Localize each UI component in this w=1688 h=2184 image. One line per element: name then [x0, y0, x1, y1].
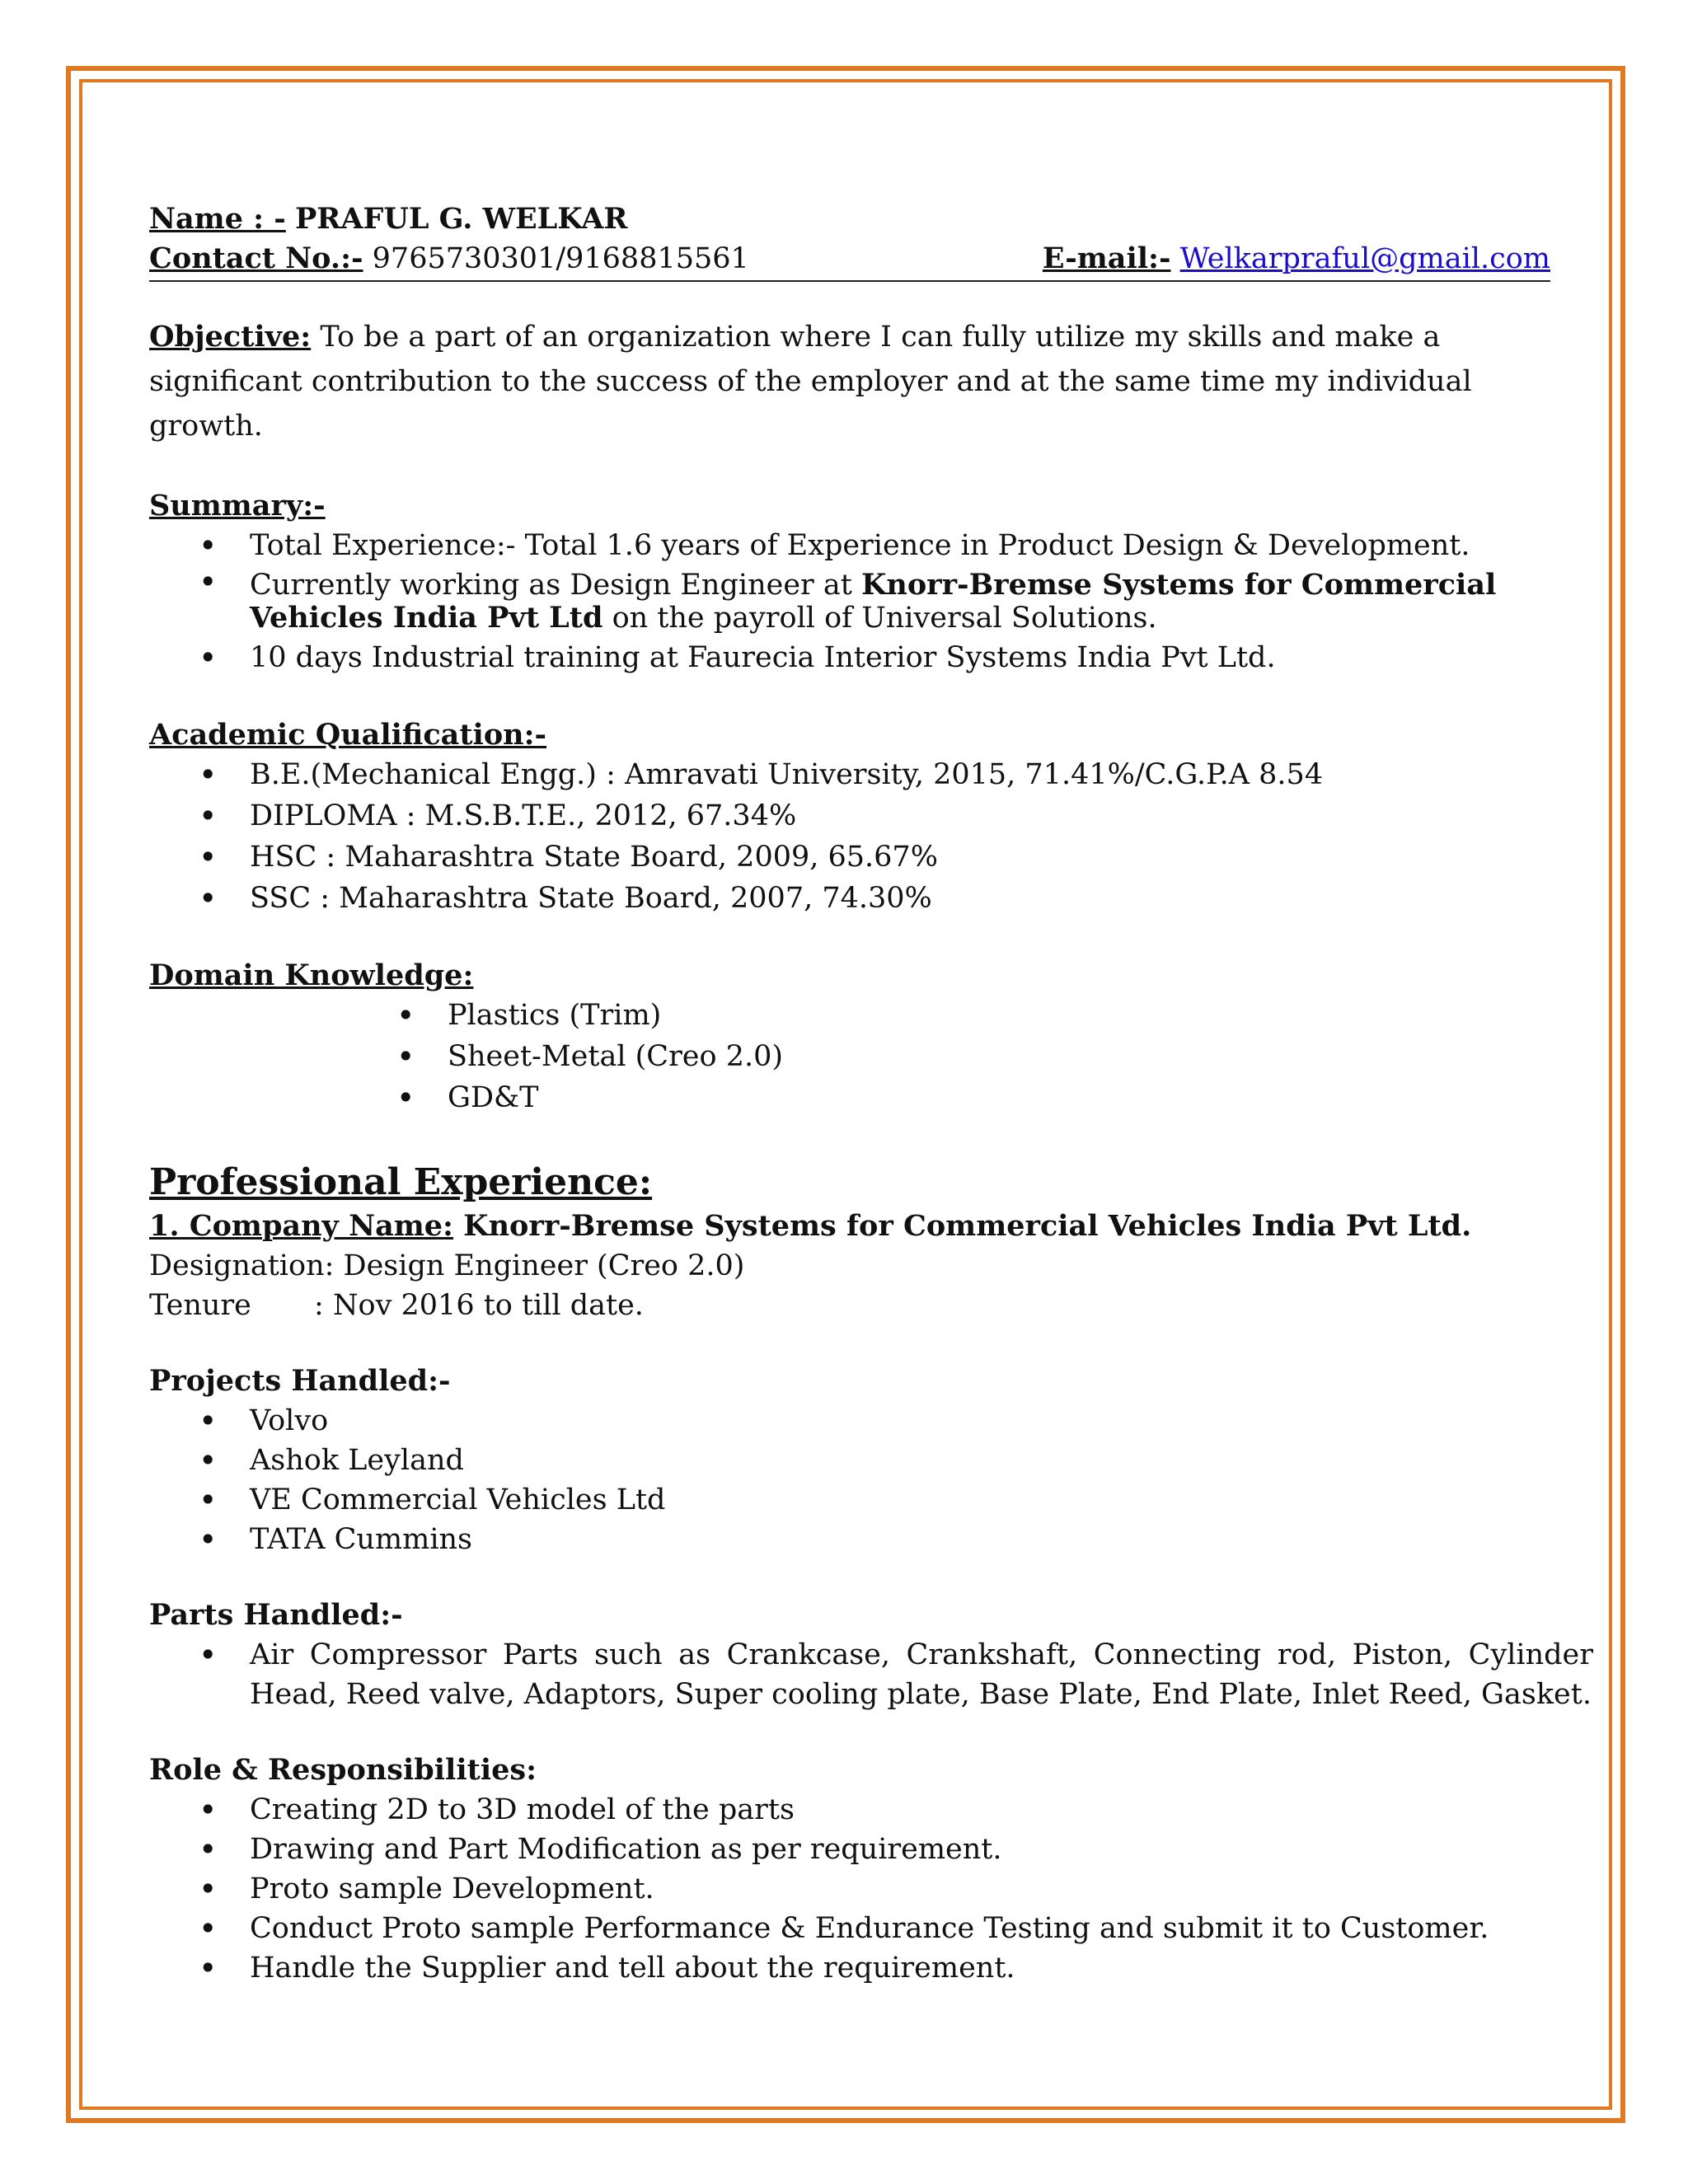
contact-value: 9765730301/9168815561 — [372, 242, 749, 275]
project-item: • Volvo — [149, 1401, 1593, 1441]
parts-item: • Air Compressor Parts such as Crankcase, Crankshaft, Connecting rod, Piston, Cylinder Head, Reed valve, Adaptors, Super cooling plate, Base Plate, End Plate, Inlet Reed, Gasket. — [149, 1635, 1593, 1714]
email-label: E-mail:- — [1042, 241, 1171, 275]
summary-item: • 10 days Industrial training at Faurecia Interior Systems India Pvt Ltd. — [149, 638, 1593, 677]
objective-label: Objective: — [149, 320, 312, 354]
email-block — [1043, 239, 1550, 279]
email-link[interactable]: Welkarpraful@gmail.com — [1179, 242, 1550, 275]
academic-title: Academic Qualification:- — [149, 718, 547, 752]
designation-line: Designation: Design Engineer (Creo 2.0) — [149, 1249, 745, 1282]
role-item: • Creating 2D to 3D model of the parts — [149, 1790, 1593, 1830]
summary-list — [149, 526, 1593, 677]
academic-item: • SSC : Maharashtra State Board, 2007, 74.30% — [149, 879, 1593, 918]
summary-item: • Total Experience:- Total 1.6 years of Experience in Product Design & Development. — [149, 526, 1593, 565]
company-line — [149, 1207, 1593, 1246]
summary-item2-post: on the payroll of Universal Solutions. — [603, 602, 1157, 635]
parts-list — [149, 1635, 1593, 1714]
tenure-label: Tenure — [149, 1289, 251, 1322]
academic-item: • B.E.(Mechanical Engg.) : Amravati University, 2015, 71.41%/C.G.P.A 8.54 — [149, 755, 1593, 794]
contact-label: Contact No.:- — [149, 241, 363, 275]
header-divider — [149, 280, 1550, 282]
name-value: PRAFUL G. WELKAR — [294, 202, 628, 236]
project-item: • VE Commercial Vehicles Ltd — [149, 1480, 1593, 1520]
resume-content — [149, 199, 1593, 1988]
role-item: • Handle the Supplier and tell about the requirement. — [149, 1948, 1593, 1988]
domain-item: • Plastics (Trim) — [149, 996, 1593, 1035]
summary-item — [149, 565, 1593, 638]
projects-list — [149, 1401, 1593, 1559]
domain-item: • GD&T — [149, 1078, 1593, 1118]
name-line — [149, 199, 1593, 239]
company-value: Knorr-Bremse Systems for Commercial Vehicles India Pvt Ltd. — [452, 1209, 1472, 1243]
objective — [149, 315, 1550, 448]
objective-text: To be a part of an organization where I can fully utilize my skills and make a significant contribution to the success of the employer and at the same time my individual growth. — [149, 321, 1472, 443]
academic-item: • DIPLOMA : M.S.B.T.E., 2012, 67.34% — [149, 796, 1593, 836]
parts-title: Parts Handled:- — [149, 1598, 403, 1632]
academic-list — [149, 755, 1593, 918]
summary-item2-bold: Knorr-Bremse Systems for Commercial Vehicles India Pvt Ltd — [250, 568, 1497, 635]
role-item: • Drawing and Part Modification as per requirement. — [149, 1830, 1593, 1869]
roles-title: Role & Responsibilities: — [149, 1753, 537, 1787]
summary-title: Summary:- — [149, 489, 326, 523]
contact-block — [149, 239, 749, 279]
role-item: • Conduct Proto sample Performance & Endurance Testing and submit it to Customer. — [149, 1909, 1593, 1948]
role-item: • Proto sample Development. — [149, 1869, 1593, 1909]
projects-title: Projects Handled:- — [149, 1364, 451, 1398]
tenure-line — [149, 1286, 1593, 1325]
domain-item: • Sheet-Metal (Creo 2.0) — [149, 1037, 1593, 1076]
academic-item: • HSC : Maharashtra State Board, 2009, 65.67% — [149, 837, 1593, 877]
project-item: • Ashok Leyland — [149, 1441, 1593, 1480]
roles-list — [149, 1790, 1593, 1988]
tenure-value: : Nov 2016 to till date. — [314, 1289, 644, 1322]
name-label: Name : - — [149, 202, 286, 236]
project-item: • TATA Cummins — [149, 1520, 1593, 1559]
experience-title: Professional Experience: — [149, 1161, 653, 1203]
domain-title: Domain Knowledge: — [149, 958, 474, 992]
summary-item2-pre: Currently working as Design Engineer at — [250, 569, 861, 602]
company-label: 1. Company Name: — [149, 1209, 453, 1243]
contact-line — [149, 239, 1550, 279]
domain-list — [149, 996, 1593, 1118]
